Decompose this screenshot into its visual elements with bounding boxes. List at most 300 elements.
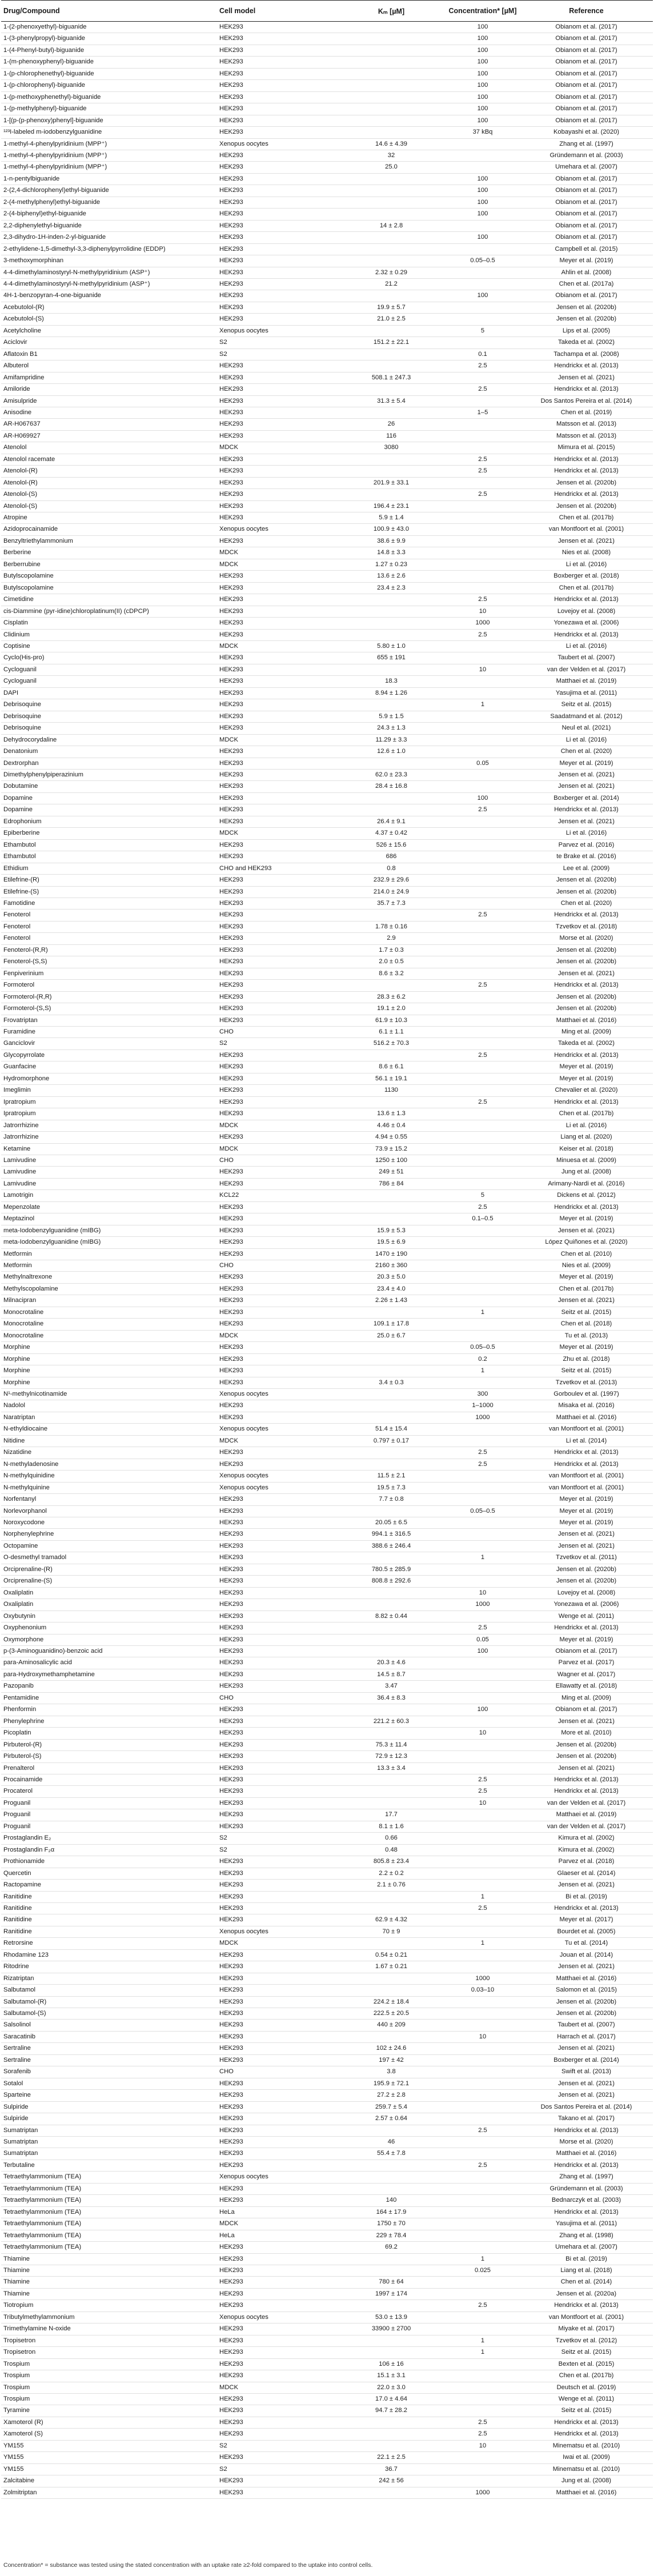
- reference-cell: Tzvetkov et al. (2013): [520, 1377, 653, 1388]
- table-row: [1, 1389, 653, 1400]
- table-row: [1, 1283, 653, 1295]
- drug-cell: meta-Iodobenzylguanidine (mIBG): [1, 1225, 217, 1236]
- km-cell: [337, 606, 446, 617]
- cell-model-cell: HEK293: [217, 1353, 337, 1365]
- concentration-cell: [446, 1576, 520, 1587]
- table-row: [1, 1517, 653, 1529]
- table-row: [1, 1704, 653, 1716]
- drug-cell: Sertraline: [1, 2043, 217, 2054]
- reference-cell: Zhu et al. (2018): [520, 1353, 653, 1365]
- reference-cell: van Montfoort et al. (2001): [520, 1482, 653, 1493]
- drug-cell: Atenolol-(R): [1, 466, 217, 477]
- table-row: [1, 127, 653, 138]
- concentration-cell: [446, 2078, 520, 2089]
- cell-model-cell: HEK293: [217, 1564, 337, 1575]
- cell-model-cell: HEK293: [217, 1073, 337, 1084]
- concentration-cell: 100: [446, 197, 520, 208]
- drug-cell: Edrophonium: [1, 816, 217, 827]
- table-row: [1, 2487, 653, 2498]
- reference-cell: Jensen et al. (2021): [520, 770, 653, 781]
- reference-cell: Minematsu et al. (2010): [520, 2440, 653, 2451]
- cell-model-cell: HEK293: [217, 851, 337, 863]
- cell-model-cell: HEK293: [217, 723, 337, 734]
- header-drug: Drug/Compound: [1, 1, 217, 22]
- cell-model-cell: HEK293: [217, 68, 337, 79]
- table-row: [1, 2358, 653, 2370]
- table-row: [1, 103, 653, 115]
- concentration-cell: [446, 2288, 520, 2299]
- cell-model-cell: HEK293: [217, 1459, 337, 1470]
- table-row: [1, 2148, 653, 2160]
- reference-cell: Jensen et al. (2021): [520, 1961, 653, 1973]
- drug-cell: 1-(m-phenoxyphenyl)-biguanide: [1, 57, 217, 68]
- km-cell: 1.27 ± 0.23: [337, 559, 446, 570]
- reference-cell: Obianom et al. (2017): [520, 209, 653, 220]
- km-cell: 62.9 ± 4.32: [337, 1914, 446, 1926]
- cell-model-cell: HEK293: [217, 1494, 337, 1505]
- cell-model-cell: MDCK: [217, 547, 337, 559]
- concentration-cell: [446, 302, 520, 313]
- cell-model-cell: HEK293: [217, 477, 337, 488]
- drug-cell: 1-n-pentylbiguanide: [1, 173, 217, 185]
- drug-cell: Furamidine: [1, 1026, 217, 1037]
- cell-model-cell: MDCK: [217, 1143, 337, 1155]
- concentration-cell: [446, 1540, 520, 1552]
- concentration-cell: [446, 559, 520, 570]
- cell-model-cell: HEK293: [217, 127, 337, 138]
- cell-model-cell: HEK293: [217, 2137, 337, 2148]
- reference-cell: Jensen et al. (2020b): [520, 991, 653, 1003]
- reference-cell: Hendrickx et al. (2013): [520, 1447, 653, 1459]
- km-cell: 5.9 ± 1.4: [337, 512, 446, 524]
- concentration-cell: 1: [446, 1552, 520, 1564]
- reference-cell: Jensen et al. (2021): [520, 781, 653, 792]
- reference-cell: Campbell et al. (2015): [520, 243, 653, 255]
- km-cell: [337, 360, 446, 372]
- km-cell: 20.05 ± 6.5: [337, 1517, 446, 1529]
- table-row: [1, 1774, 653, 1785]
- reference-cell: Jensen et al. (2021): [520, 1540, 653, 1552]
- drug-cell: Nitidine: [1, 1435, 217, 1447]
- km-cell: [337, 466, 446, 477]
- header-km: Kₘ [µM]: [337, 1, 446, 22]
- table-row: [1, 547, 653, 559]
- drug-cell: Rizatriptan: [1, 1973, 217, 1984]
- km-cell: [337, 1353, 446, 1365]
- cell-model-cell: Xenopus oocytes: [217, 1482, 337, 1493]
- reference-cell: Yonezawa et al. (2006): [520, 618, 653, 629]
- concentration-cell: 0.05: [446, 1634, 520, 1645]
- reference-cell: Meyer et al. (2019): [520, 1342, 653, 1353]
- table-row: [1, 80, 653, 91]
- concentration-cell: 1: [446, 1365, 520, 1377]
- table-row: [1, 1576, 653, 1587]
- reference-cell: Hendrickx et al. (2013): [520, 2206, 653, 2218]
- concentration-cell: [446, 1061, 520, 1073]
- cell-model-cell: Xenopus oocytes: [217, 1389, 337, 1400]
- drug-cell: Etilefrine-(S): [1, 886, 217, 898]
- cell-model-cell: HEK293: [217, 2300, 337, 2311]
- reference-cell: Jensen et al. (2021): [520, 1225, 653, 1236]
- drug-cell: Fenpiverinium: [1, 968, 217, 979]
- table-row: [1, 1762, 653, 1774]
- drug-cell: Acebutolol-(R): [1, 302, 217, 313]
- concentration-cell: [446, 314, 520, 325]
- reference-cell: Obianom et al. (2017): [520, 103, 653, 115]
- drug-cell: N-methylquinine: [1, 1482, 217, 1493]
- km-cell: 102 ± 24.6: [337, 2043, 446, 2054]
- drug-cell: AR-H067637: [1, 419, 217, 430]
- km-cell: 1250 ± 100: [337, 1155, 446, 1166]
- concentration-cell: [446, 2382, 520, 2393]
- km-cell: [337, 664, 446, 675]
- cell-model-cell: HEK293: [217, 290, 337, 302]
- concentration-cell: 2.5: [446, 360, 520, 372]
- drug-cell: Amifampridine: [1, 372, 217, 383]
- table-row: [1, 1786, 653, 1797]
- cell-model-cell: CHO: [217, 1155, 337, 1166]
- table-row: [1, 348, 653, 360]
- concentration-cell: [446, 267, 520, 278]
- cell-model-cell: HEK293: [217, 1704, 337, 1716]
- reference-cell: Meyer et al. (2019): [520, 1272, 653, 1283]
- concentration-cell: 1000: [446, 1412, 520, 1423]
- km-cell: 4.46 ± 0.4: [337, 1120, 446, 1131]
- km-cell: 5.9 ± 1.5: [337, 711, 446, 722]
- concentration-cell: [446, 1669, 520, 1680]
- reference-cell: Morse et al. (2020): [520, 2137, 653, 2148]
- concentration-cell: [446, 2206, 520, 2218]
- table-row: [1, 1201, 653, 1213]
- reference-cell: Matthaei et al. (2016): [520, 1412, 653, 1423]
- drug-cell: Nizatidine: [1, 1447, 217, 1459]
- reference-cell: Jensen et al. (2021): [520, 1295, 653, 1307]
- reference-cell: Ahlin et al. (2008): [520, 267, 653, 278]
- reference-cell: Obianom et al. (2017): [520, 290, 653, 302]
- km-cell: 686: [337, 851, 446, 863]
- table-row: [1, 220, 653, 231]
- table-row: [1, 1751, 653, 1762]
- km-cell: 1.67 ± 0.21: [337, 1961, 446, 1973]
- drug-cell: YM155: [1, 2463, 217, 2475]
- km-cell: 2.57 ± 0.64: [337, 2113, 446, 2125]
- cell-model-cell: HEK293: [217, 1085, 337, 1096]
- concentration-cell: [446, 1085, 520, 1096]
- drug-cell: Trospium: [1, 2370, 217, 2382]
- reference-cell: Bi et al. (2019): [520, 2253, 653, 2265]
- km-cell: [337, 1704, 446, 1716]
- km-cell: 100.9 ± 43.0: [337, 524, 446, 535]
- drug-cell: Debrisoquine: [1, 711, 217, 722]
- drug-cell: DAPI: [1, 687, 217, 699]
- table-row: [1, 1669, 653, 1680]
- table-row: [1, 22, 653, 33]
- table-row: [1, 1471, 653, 1482]
- drug-cell: Morphine: [1, 1353, 217, 1365]
- concentration-cell: [446, 944, 520, 956]
- cell-model-cell: HEK293: [217, 1774, 337, 1785]
- reference-cell: Umehara et al. (2007): [520, 2242, 653, 2253]
- concentration-cell: 0.05–0.5: [446, 1342, 520, 1353]
- concentration-cell: [446, 2113, 520, 2125]
- drug-cell: Debrisoquine: [1, 723, 217, 734]
- km-cell: 56.1 ± 19.1: [337, 1073, 446, 1084]
- table-row: [1, 1260, 653, 1272]
- concentration-cell: [446, 2452, 520, 2463]
- km-cell: [337, 127, 446, 138]
- cell-model-cell: HEK293: [217, 582, 337, 594]
- reference-cell: Bexten et al. (2015): [520, 2358, 653, 2370]
- drug-cell: Dobutamine: [1, 781, 217, 792]
- drug-cell: Rhodamine 123: [1, 1949, 217, 1961]
- drug-cell: Trospium: [1, 2382, 217, 2393]
- km-cell: 36.7: [337, 2463, 446, 2475]
- concentration-cell: 1000: [446, 618, 520, 629]
- cell-model-cell: KCL22: [217, 1190, 337, 1201]
- km-cell: [337, 2347, 446, 2358]
- concentration-cell: 0.03–10: [446, 1985, 520, 1996]
- table-row: [1, 419, 653, 430]
- concentration-cell: [446, 1108, 520, 1120]
- drug-cell: O-desmethyl tramadol: [1, 1552, 217, 1564]
- table-row: [1, 770, 653, 781]
- concentration-cell: [446, 1424, 520, 1435]
- concentration-cell: [446, 2218, 520, 2230]
- table-row: [1, 2440, 653, 2451]
- table-row: [1, 2335, 653, 2346]
- concentration-cell: [446, 571, 520, 582]
- concentration-cell: 2.5: [446, 1902, 520, 1914]
- cell-model-cell: HEK293: [217, 407, 337, 418]
- km-cell: [337, 792, 446, 804]
- concentration-cell: [446, 1844, 520, 1856]
- concentration-cell: 1000: [446, 1599, 520, 1610]
- drug-cell: Ethambutol: [1, 839, 217, 851]
- concentration-cell: [446, 1751, 520, 1762]
- cell-model-cell: HEK293: [217, 910, 337, 921]
- drug-cell: Imeglimin: [1, 1085, 217, 1096]
- reference-cell: Jensen et al. (2021): [520, 1529, 653, 1540]
- reference-cell: Takano et al. (2017): [520, 2113, 653, 2125]
- table-row: [1, 2160, 653, 2171]
- drug-cell: Sertraline: [1, 2054, 217, 2066]
- concentration-cell: [446, 1248, 520, 1260]
- table-row: [1, 1645, 653, 1657]
- concentration-cell: 37 kBq: [446, 127, 520, 138]
- concentration-cell: [446, 851, 520, 863]
- cell-model-cell: HEK293: [217, 571, 337, 582]
- concentration-cell: [446, 1471, 520, 1482]
- reference-cell: Tzvetkov et al. (2011): [520, 1552, 653, 1564]
- reference-cell: Misaka et al. (2016): [520, 1400, 653, 1412]
- reference-cell: Zhang et al. (1997): [520, 138, 653, 150]
- drug-cell: Tetraethylammonium (TEA): [1, 2172, 217, 2183]
- km-cell: [337, 2487, 446, 2498]
- reference-cell: Jensen et al. (2021): [520, 1880, 653, 1891]
- table-row: [1, 185, 653, 197]
- table-row: [1, 1459, 653, 1470]
- table-row: [1, 898, 653, 909]
- reference-cell: Hendrickx et al. (2013): [520, 384, 653, 395]
- table-row: [1, 512, 653, 524]
- cell-model-cell: MDCK: [217, 828, 337, 839]
- reference-cell: Meyer et al. (2017): [520, 1914, 653, 1926]
- concentration-cell: [446, 2358, 520, 2370]
- km-cell: 25.0: [337, 162, 446, 173]
- reference-cell: Yasujima et al. (2011): [520, 687, 653, 699]
- km-cell: 38.6 ± 9.9: [337, 535, 446, 547]
- km-cell: 197 ± 42: [337, 2054, 446, 2066]
- km-cell: [337, 1190, 446, 1201]
- cell-model-cell: HEK293: [217, 430, 337, 442]
- cell-model-cell: HEK293: [217, 687, 337, 699]
- cell-model-cell: HEK293: [217, 1377, 337, 1388]
- cell-model-cell: HEK293: [217, 2370, 337, 2382]
- km-cell: 214.0 ± 24.9: [337, 886, 446, 898]
- table-row: [1, 664, 653, 675]
- km-cell: 19.9 ± 5.7: [337, 302, 446, 313]
- drug-cell: 2,3-dihydro-1H-inden-2-yl-biguanide: [1, 232, 217, 243]
- drug-cell: Xamoterol (S): [1, 2429, 217, 2440]
- drug-cell: Hydromorphone: [1, 1073, 217, 1084]
- reference-cell: Meyer et al. (2019): [520, 1213, 653, 1225]
- table-row: [1, 1424, 653, 1435]
- reference-cell: Jensen et al. (2020b): [520, 1996, 653, 2008]
- drug-cell: Fenoterol: [1, 921, 217, 932]
- km-cell: 8.82 ± 0.44: [337, 1610, 446, 1622]
- km-cell: 36.4 ± 8.3: [337, 1692, 446, 1704]
- reference-cell: Li et al. (2014): [520, 1435, 653, 1447]
- table-row: [1, 582, 653, 594]
- table-row: [1, 1552, 653, 1564]
- cell-model-cell: Xenopus oocytes: [217, 325, 337, 336]
- concentration-cell: 1: [446, 2253, 520, 2265]
- concentration-cell: 2.5: [446, 594, 520, 606]
- concentration-cell: [446, 1319, 520, 1330]
- km-cell: [337, 45, 446, 56]
- table-row: [1, 2125, 653, 2136]
- drug-cell: Naratriptan: [1, 1412, 217, 1423]
- cell-model-cell: Xenopus oocytes: [217, 1926, 337, 1937]
- table-row: [1, 1797, 653, 1809]
- km-cell: 18.3: [337, 676, 446, 687]
- km-cell: 2.0 ± 0.5: [337, 956, 446, 968]
- table-row: [1, 2370, 653, 2382]
- concentration-cell: [446, 395, 520, 407]
- km-cell: 69.2: [337, 2242, 446, 2253]
- concentration-cell: [446, 220, 520, 231]
- table-row: [1, 1178, 653, 1189]
- cell-model-cell: HEK293: [217, 1365, 337, 1377]
- cell-model-cell: HEK293: [217, 1517, 337, 1529]
- km-cell: 4.94 ± 0.55: [337, 1132, 446, 1143]
- drug-cell: Ranitidine: [1, 1891, 217, 1902]
- cell-model-cell: HEK293: [217, 454, 337, 465]
- table-row: [1, 2405, 653, 2417]
- reference-cell: Boxberger et al. (2018): [520, 571, 653, 582]
- concentration-cell: [446, 2277, 520, 2288]
- km-cell: 0.66: [337, 1833, 446, 1844]
- table-row: [1, 711, 653, 722]
- concentration-cell: [446, 687, 520, 699]
- km-cell: [337, 1634, 446, 1645]
- km-cell: [337, 2440, 446, 2451]
- reference-cell: Hendrickx et al. (2013): [520, 454, 653, 465]
- reference-cell: Gründemann et al. (2003): [520, 150, 653, 161]
- table-row: [1, 2172, 653, 2183]
- concentration-cell: 1: [446, 2335, 520, 2346]
- table-row: [1, 1880, 653, 1891]
- table-footnote: Concentration* = substance was tested using the stated concentration with an uptake rate ≥2-fold compared to the uptake into control cells.: [3, 2562, 373, 2569]
- table-row: [1, 2206, 653, 2218]
- reference-cell: Obianom et al. (2017): [520, 185, 653, 197]
- drug-cell: Lamivudine: [1, 1178, 217, 1189]
- drug-cell: Oxymorphone: [1, 1634, 217, 1645]
- km-cell: 195.9 ± 72.1: [337, 2078, 446, 2089]
- km-cell: 0.8: [337, 863, 446, 874]
- cell-model-cell: HEK293: [217, 816, 337, 827]
- cell-model-cell: MDCK: [217, 559, 337, 570]
- concentration-cell: [446, 477, 520, 488]
- table-row: [1, 2253, 653, 2265]
- concentration-cell: 2.5: [446, 910, 520, 921]
- reference-cell: Lovejoy et al. (2008): [520, 606, 653, 617]
- drug-cell: Pirbuterol-(R): [1, 1739, 217, 1750]
- reference-cell: van Montfoort et al. (2001): [520, 524, 653, 535]
- cell-model-cell: HEK293: [217, 2043, 337, 2054]
- drug-cell: Epiberberine: [1, 828, 217, 839]
- concentration-cell: [446, 243, 520, 255]
- drug-cell: Lamivudine: [1, 1167, 217, 1178]
- reference-cell: Li et al. (2016): [520, 1120, 653, 1131]
- km-cell: [337, 103, 446, 115]
- concentration-cell: [446, 1482, 520, 1493]
- drug-cell: Zolmitriptan: [1, 2487, 217, 2498]
- drug-cell: Norfentanyl: [1, 1494, 217, 1505]
- reference-cell: Obianom et al. (2017): [520, 45, 653, 56]
- cell-model-cell: HEK293: [217, 1657, 337, 1669]
- cell-model-cell: HEK293: [217, 770, 337, 781]
- reference-cell: Chen et al. (2017b): [520, 582, 653, 594]
- concentration-cell: 2.5: [446, 489, 520, 500]
- cell-model-cell: HEK293: [217, 944, 337, 956]
- reference-cell: Dos Santos Pereira et al. (2014): [520, 2101, 653, 2113]
- drug-cell: p-(3-Aminoguanidino)-benzoic acid: [1, 1645, 217, 1657]
- km-cell: 5.80 ± 1.0: [337, 641, 446, 652]
- table-row: [1, 372, 653, 383]
- km-cell: [337, 232, 446, 243]
- concentration-cell: 100: [446, 115, 520, 126]
- cell-model-cell: HEK293: [217, 2487, 337, 2498]
- cell-model-cell: HEK293: [217, 1610, 337, 1622]
- concentration-cell: [446, 524, 520, 535]
- table-row: [1, 1353, 653, 1365]
- drug-cell: Dopamine: [1, 792, 217, 804]
- km-cell: 19.1 ± 2.0: [337, 1003, 446, 1015]
- km-cell: [337, 1891, 446, 1902]
- km-cell: [337, 384, 446, 395]
- drug-cell: Glycopyrrolate: [1, 1049, 217, 1061]
- km-cell: 508.1 ± 247.3: [337, 372, 446, 383]
- km-cell: [337, 594, 446, 606]
- concentration-cell: [446, 2043, 520, 2054]
- concentration-cell: [446, 1272, 520, 1283]
- table-row: [1, 290, 653, 302]
- cell-model-cell: HEK293: [217, 1237, 337, 1248]
- cell-model-cell: HEK293: [217, 991, 337, 1003]
- concentration-cell: [446, 2008, 520, 2020]
- reference-cell: Obianom et al. (2017): [520, 80, 653, 91]
